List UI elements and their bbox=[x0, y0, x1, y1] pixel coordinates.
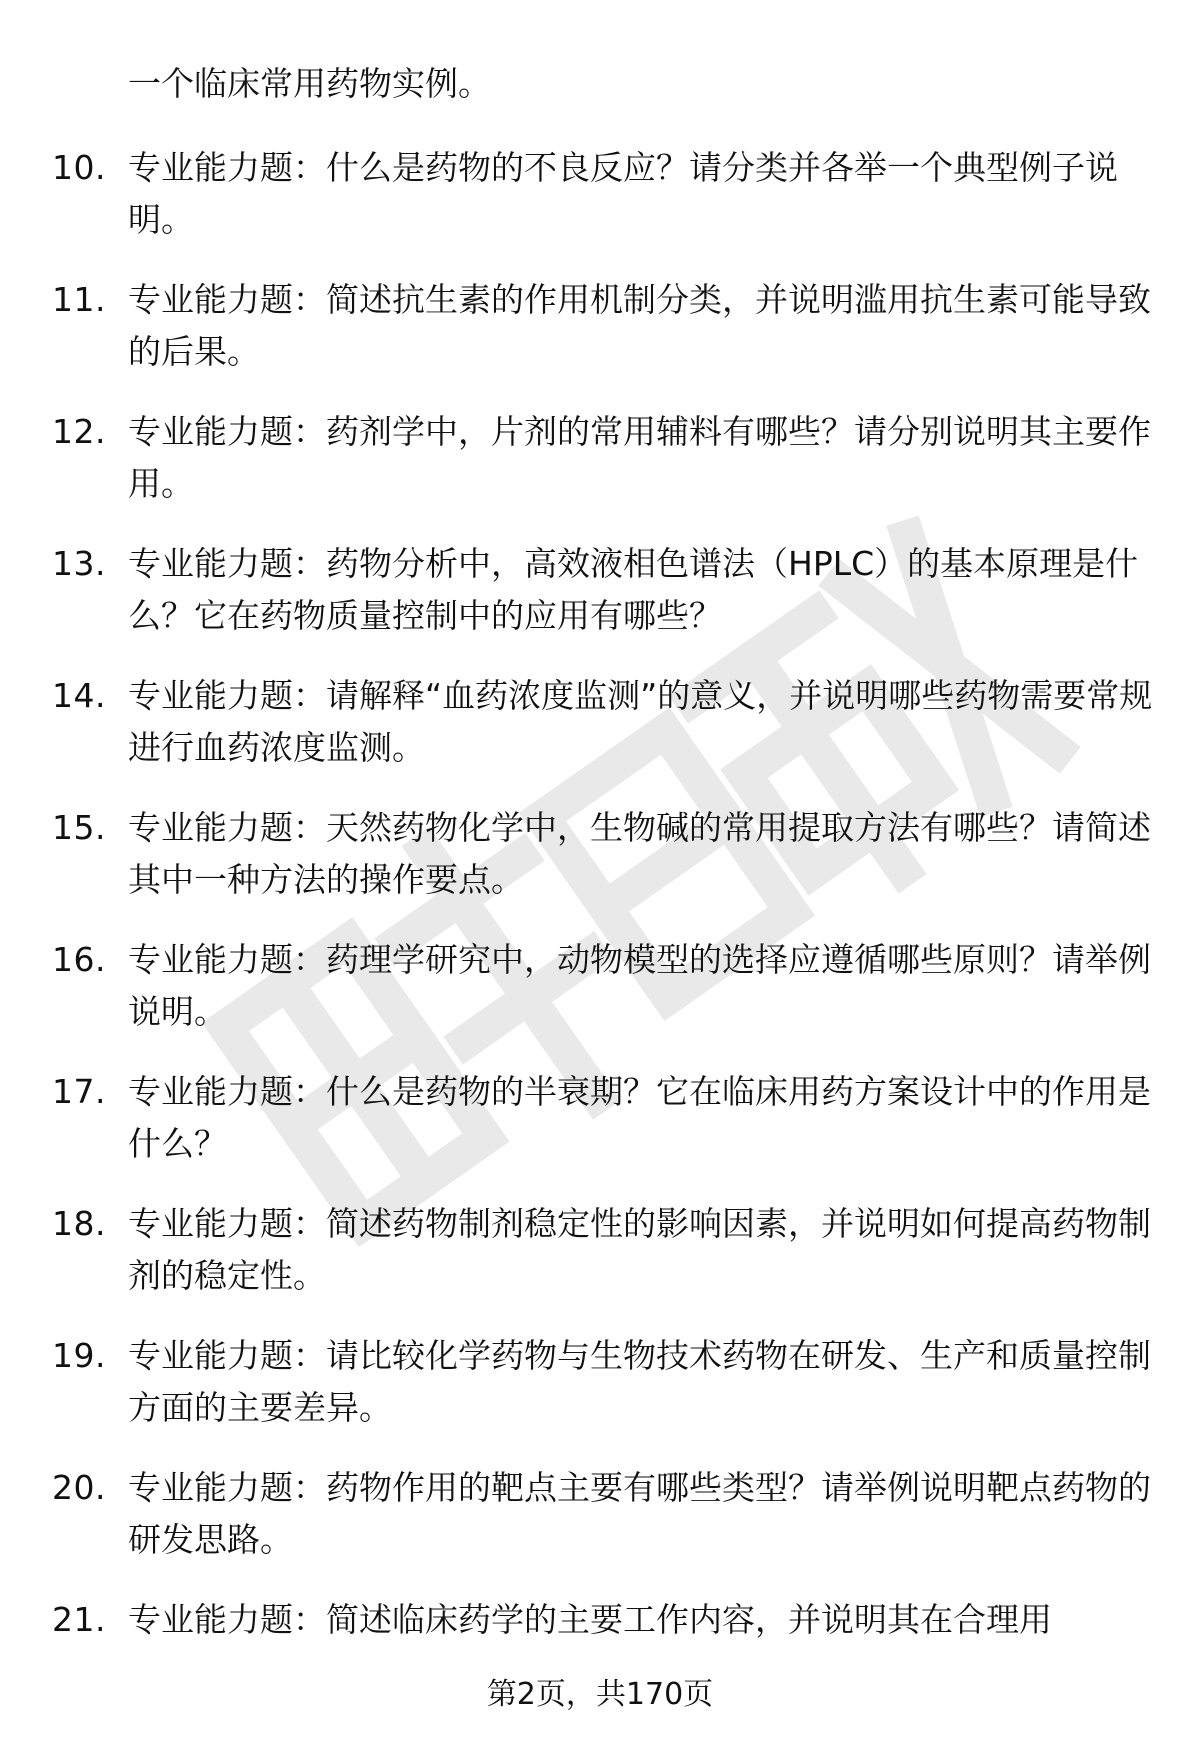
question-number: 20. bbox=[52, 1468, 106, 1507]
question-text: 专业能力题：请解释“血药浓度监测”的意义，并说明哪些药物需要常规进行血药浓度监测。 bbox=[128, 676, 1153, 767]
question-number: 11. bbox=[52, 280, 106, 319]
question-number: 18. bbox=[52, 1204, 106, 1243]
question-number: 12. bbox=[52, 412, 106, 451]
question-number: 17. bbox=[52, 1072, 106, 1111]
question-number: 16. bbox=[52, 940, 106, 979]
list-item bbox=[0, 670, 1200, 802]
question-text: 专业能力题：什么是药物的半衰期？它在临床用药方案设计中的作用是什么？ bbox=[128, 1072, 1151, 1163]
question-number: 15. bbox=[52, 808, 106, 847]
question-text: 专业能力题：请比较化学药物与生物技术药物在研发、生产和质量控制方面的主要差异。 bbox=[128, 1336, 1151, 1427]
question-text: 专业能力题：药剂学中，片剂的常用辅料有哪些？请分别说明其主要作用。 bbox=[128, 412, 1151, 503]
list-item bbox=[0, 802, 1200, 934]
question-text: 专业能力题：简述抗生素的作用机制分类，并说明滥用抗生素可能导致的后果。 bbox=[128, 280, 1151, 371]
question-text: 专业能力题：简述临床药学的主要工作内容，并说明其在合理用 bbox=[128, 1600, 1052, 1639]
list-item bbox=[0, 538, 1200, 670]
question-text: 专业能力题：简述药物制剂稳定性的影响因素，并说明如何提高药物制剂的稳定性。 bbox=[128, 1204, 1151, 1295]
list-item bbox=[0, 1462, 1200, 1594]
question-number: 13. bbox=[52, 544, 106, 583]
list-item bbox=[0, 274, 1200, 406]
question-text: 专业能力题：药物分析中，高效液相色谱法（HPLC）的基本原理是什么？它在药物质量控制中的应用有哪些？ bbox=[128, 544, 1139, 635]
question-number: 19. bbox=[52, 1336, 106, 1375]
question-text: 专业能力题：什么是药物的不良反应？请分类并各举一个典型例子说明。 bbox=[128, 148, 1118, 239]
question-number: 14. bbox=[52, 676, 106, 715]
question-number: 10. bbox=[52, 148, 106, 187]
question-text: 专业能力题：药物作用的靶点主要有哪些类型？请举例说明靶点药物的研发思路。 bbox=[128, 1468, 1151, 1559]
question-number: 21. bbox=[52, 1600, 106, 1639]
question-text: 专业能力题：药理学研究中，动物模型的选择应遵循哪些原则？请举例说明。 bbox=[128, 940, 1151, 1031]
list-item bbox=[0, 1066, 1200, 1198]
question-list bbox=[0, 142, 1200, 1726]
list-item bbox=[0, 934, 1200, 1066]
list-item bbox=[0, 406, 1200, 538]
list-item bbox=[0, 1330, 1200, 1462]
list-item bbox=[0, 1198, 1200, 1330]
question-text: 专业能力题：天然药物化学中，生物碱的常用提取方法有哪些？请简述其中一种方法的操作要点。 bbox=[128, 808, 1151, 899]
page-footer: 第2页，共170页 bbox=[486, 1677, 714, 1712]
continuation-text: 一个临床常用药物实例。 bbox=[128, 64, 491, 103]
list-item bbox=[0, 142, 1200, 274]
